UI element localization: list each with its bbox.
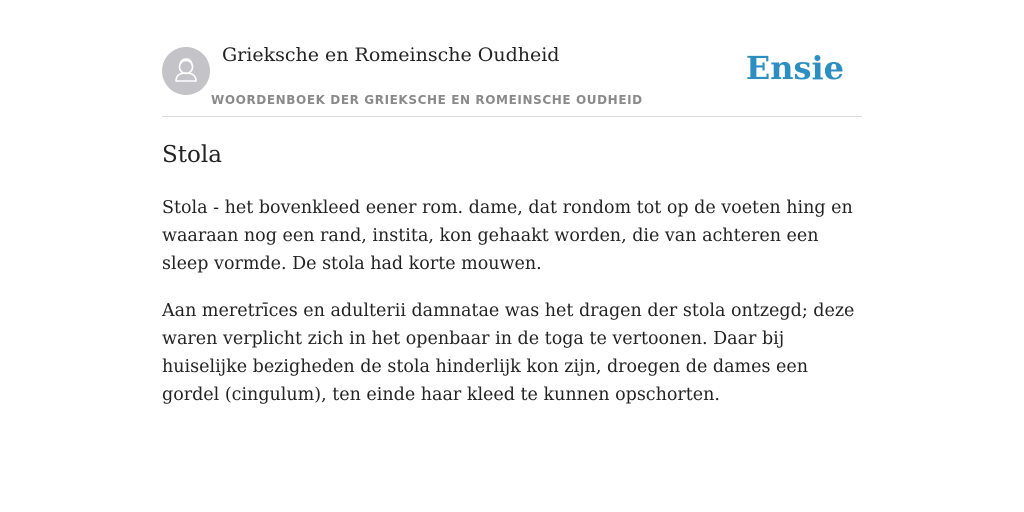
header — [162, 0, 862, 117]
entry-paragraph: Aan meretrīces en adulterii damnatae was het dragen der stola ontzegd; deze waren verplicht zich in het openbaar in de toga te vertoonen. Daar bij huiselijke bezigheden de stola hinderlijk kon zijn, droegen de dames een gordel (cingulum), ten einde haar kleed te kunnen opschorten. — [162, 301, 855, 405]
user-avatar-icon[interactable] — [162, 47, 210, 95]
entry-headword: Stola — [162, 142, 222, 168]
source-title[interactable]: Grieksche en Romeinsche Oudheid — [222, 44, 560, 66]
page — [162, 0, 862, 409]
source-subtitle: WOORDENBOEK DER GRIEKSCHE EN ROMEINSCHE OUDHEID — [211, 93, 643, 107]
brand-logo[interactable]: Ensie — [745, 49, 844, 87]
entry-paragraph: Stola - het bovenkleed eener rom. dame, dat rondom tot op de voeten hing en waaraan nog een rand, instita, kon gehaakt worden, die van achteren een sleep vormde. De stola had korte mouwen. — [162, 198, 853, 274]
